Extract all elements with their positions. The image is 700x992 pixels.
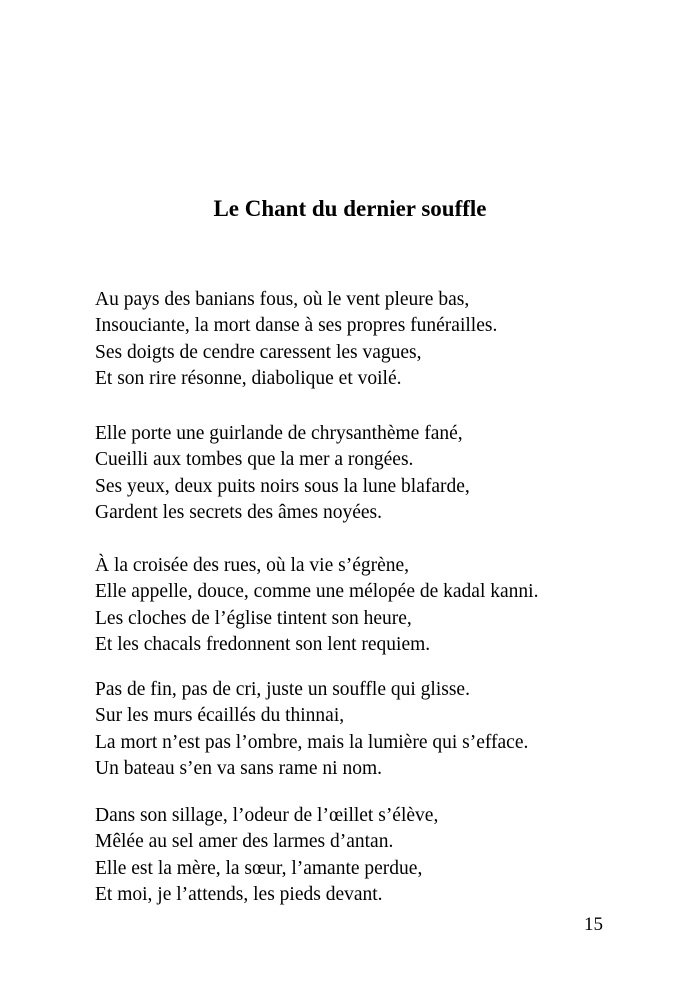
verse-line: Ses yeux, deux puits noirs sous la lune blafarde,: [95, 475, 470, 497]
verse-line: Et les chacals fredonnent son lent requiem.: [95, 633, 431, 655]
stanza-5: [95, 803, 438, 908]
verse-line: Insouciante, la mort danse à ses propres funérailles.: [95, 315, 498, 337]
verse-line: Les cloches de l’église tintent son heure,: [95, 607, 412, 629]
verse-line: La mort n’est pas l’ombre, mais la lumière qui s’efface.: [95, 731, 529, 753]
verse-line: Un bateau s’en va sans rame ni nom.: [95, 757, 382, 779]
verse-line: Mêlée au sel amer des larmes d’antan.: [95, 831, 394, 853]
verse-line: Elle porte une guirlande de chrysanthème fané,: [95, 423, 463, 444]
poem-title: Le Chant du dernier souffle: [213, 196, 487, 221]
verse-line: Sur les murs écaillés du thinnai,: [95, 705, 345, 727]
verse-line: Elle est la mère, la sœur, l’amante perdue,: [95, 857, 423, 879]
verse-line: Dans son sillage, l’odeur de l’œillet s’élève,: [95, 805, 439, 826]
verse-line: Gardent les secrets des âmes noyées.: [95, 501, 382, 523]
verse-line: Elle appelle, douce, comme une mélopée de kadal kanni.: [95, 581, 539, 603]
verse-line: À la croisée des rues, où la vie s’égrène,: [95, 555, 410, 576]
verse-line: Et son rire résonne, diabolique et voilé.: [95, 367, 402, 389]
stanza-3: [95, 553, 538, 658]
verse-line: Au pays des banians fous, où le vent pleure bas,: [95, 289, 470, 310]
stanza-4: [95, 677, 528, 782]
stanza-1: [95, 287, 497, 392]
verse-line: Cueilli aux tombes que la mer a rongées.: [95, 449, 414, 471]
page-number: 15: [584, 914, 603, 935]
verse-line: Et moi, je l’attends, les pieds devant.: [95, 883, 383, 905]
verse-line: Pas de fin, pas de cri, juste un souffle qui glisse.: [95, 679, 470, 700]
verse-line: Ses doigts de cendre caressent les vagues,: [95, 341, 422, 363]
stanza-2: [95, 421, 470, 526]
